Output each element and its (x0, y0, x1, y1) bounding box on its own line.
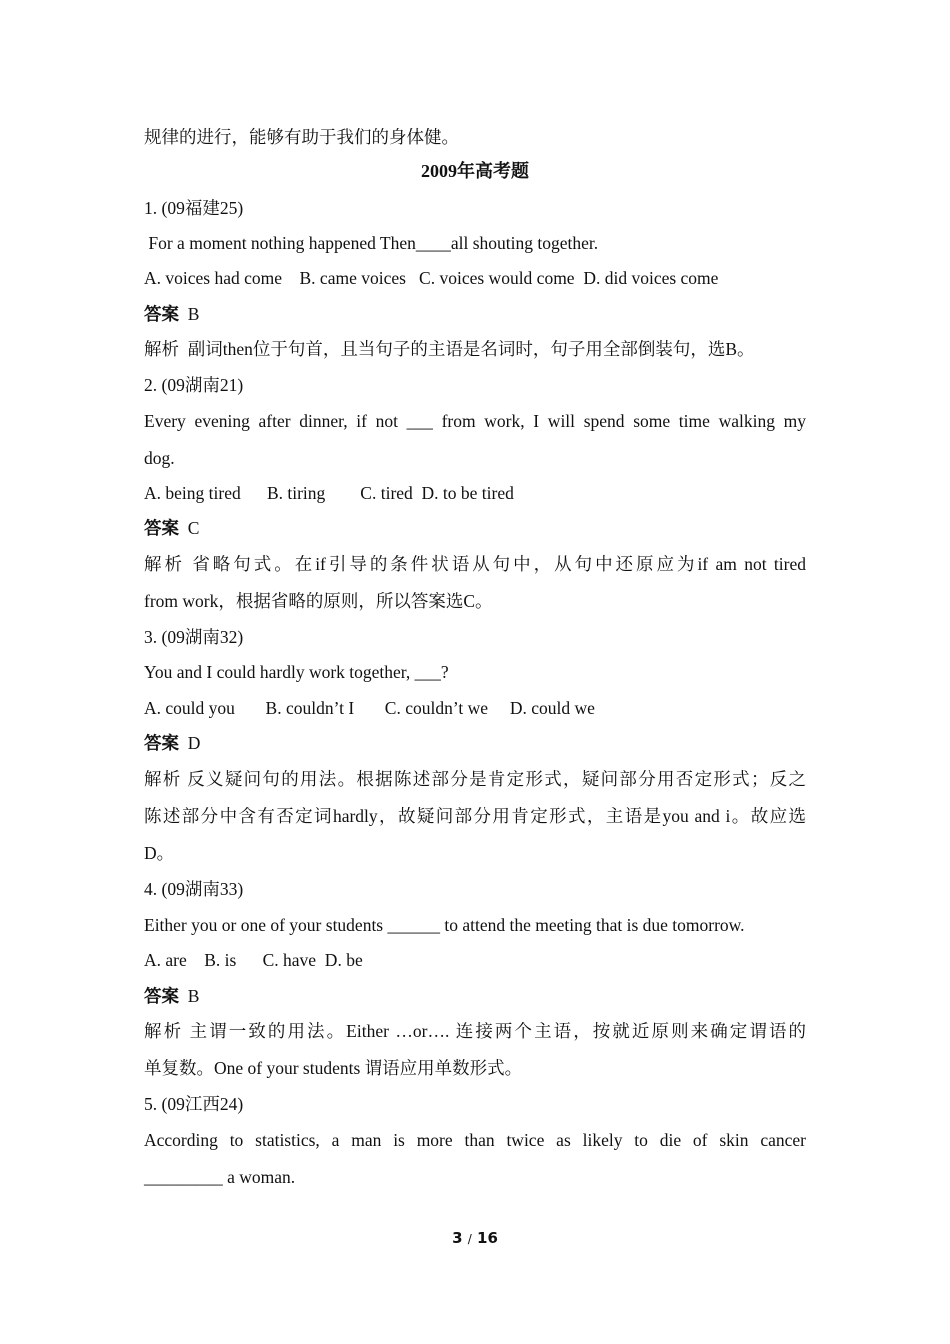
answer-label: 答案 (144, 518, 179, 538)
question-3-analysis-line-3: D。 (144, 843, 175, 863)
answer-label: 答案 (144, 304, 179, 324)
question-5-stem-line-1: According to statistics, a man is more than twice as likely to die of skin cancer (144, 1130, 806, 1150)
question-3-stem: You and I could hardly work together, ___? (144, 662, 449, 682)
question-2-answer (144, 517, 199, 539)
analysis-text: 省略句式。在if引导的条件状语从句中，从句中还原应为if am not tired (192, 554, 807, 574)
question-3-number: 3. (09湖南32) (144, 627, 244, 647)
answer-value: C (187, 518, 200, 538)
question-2-stem-line-1: Every evening after dinner, if not ___ from work, I will spend some time walking my (144, 411, 806, 431)
analysis-text: 副词then位于句首，且当句子的主语是名词时，句子用全部倒装句，选B。 (187, 339, 755, 359)
analysis-label: 解析 (144, 1021, 184, 1041)
answer-label: 答案 (144, 986, 179, 1006)
answer-label: 答案 (144, 733, 179, 753)
question-4-answer (144, 985, 199, 1007)
question-5-stem-line-2: _________ a woman. (144, 1167, 296, 1187)
page-separator: / (467, 1232, 472, 1246)
question-3-analysis-line-2: 陈述部分中含有否定词hardly，故疑问部分用肯定形式，主语是you and i。故应选 (144, 806, 806, 826)
question-4-options: A. are B. is C. have D. be (144, 950, 363, 970)
section-title: 2009年高考题 (421, 161, 529, 181)
intro-tail: 规律的进行，能够有助于我们的身体健。 (144, 127, 459, 147)
analysis-text: 主谓一致的用法。Either …or…. 连接两个主语，按就近原则来确定谓语的 (189, 1021, 807, 1041)
answer-value: B (187, 986, 200, 1006)
question-2-analysis-line-2: from work，根据省略的原则，所以答案选C。 (144, 591, 493, 611)
question-3-analysis-line-1 (144, 768, 806, 790)
analysis-label: 解析 (144, 339, 179, 359)
answer-value: B (187, 304, 200, 324)
question-5-number: 5. (09江西24) (144, 1094, 244, 1114)
question-2-analysis-line-1 (144, 553, 806, 575)
question-1-analysis (144, 338, 755, 360)
analysis-label: 解析 (144, 769, 182, 789)
answer-value: D (187, 733, 201, 753)
question-2-number: 2. (09湖南21) (144, 375, 244, 395)
page-footer (0, 1229, 950, 1247)
question-1-answer (144, 303, 199, 325)
question-3-options: A. could you B. couldn’t I C. couldn’t we D. could we (144, 698, 595, 718)
question-4-number: 4. (09湖南33) (144, 879, 244, 899)
question-2-options: A. being tired B. tiring C. tired D. to be tired (144, 483, 514, 503)
page-total: 16 (477, 1229, 498, 1247)
question-3-answer (144, 732, 200, 754)
question-2-stem-line-2: dog. (144, 448, 175, 468)
question-4-stem: Either you or one of your students ______ to attend the meeting that is due tomorrow. (144, 915, 745, 935)
question-1-number: 1. (09福建25) (144, 198, 244, 218)
question-1-stem: For a moment nothing happened Then____all shouting together. (144, 233, 599, 253)
question-4-analysis-line-1 (144, 1020, 806, 1042)
page-number: 3 (452, 1229, 463, 1247)
question-1-options: A. voices had come B. came voices C. voices would come D. did voices come (144, 268, 719, 288)
question-4-analysis-line-2: 单复数。One of your students 谓语应用单数形式。 (144, 1058, 523, 1078)
analysis-text: 反义疑问句的用法。根据陈述部分是肯定形式，疑问部分用否定形式；反之 (187, 769, 807, 789)
analysis-label: 解析 (144, 554, 185, 574)
